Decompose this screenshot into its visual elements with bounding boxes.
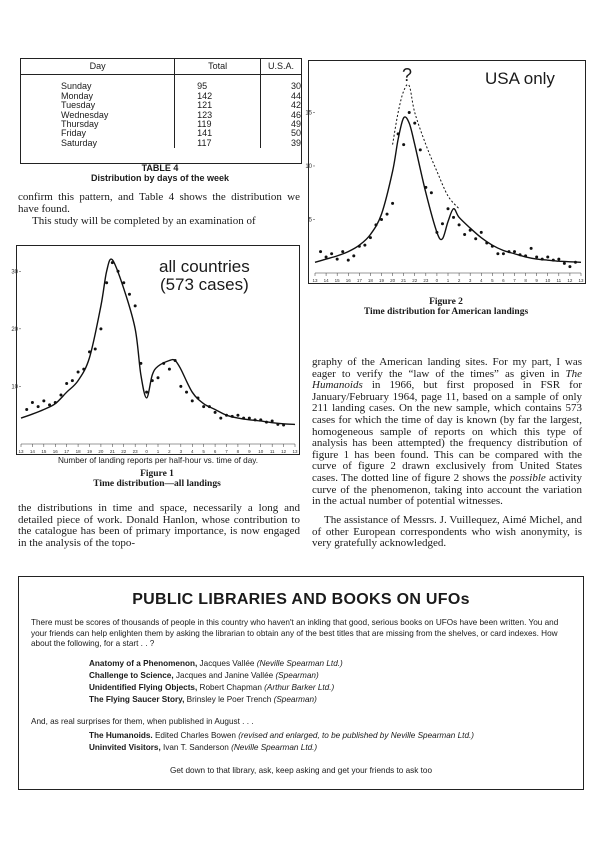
book-title: Unidentified Flying Objects, (89, 683, 198, 692)
data-point (402, 143, 405, 146)
data-point (447, 207, 450, 210)
x-tick-label: 19 (378, 278, 385, 283)
data-point (474, 237, 477, 240)
paragraph-law-of-times (312, 357, 582, 508)
humanoids-title: The Humanoids (312, 367, 582, 392)
figure-1-caption-sub: Time distribution—all landings (93, 479, 221, 489)
x-tick-label: 5 (491, 278, 494, 283)
x-tick-label: 0 (435, 278, 439, 283)
data-point (319, 250, 322, 253)
x-tick-label: 23 (132, 449, 138, 454)
book-author: Edited Charles Bowen (152, 731, 239, 740)
data-point (65, 382, 68, 385)
x-tick-label: 2 (457, 278, 461, 283)
data-point (208, 405, 211, 408)
data-point (419, 148, 422, 151)
data-point (42, 399, 45, 402)
data-point (59, 394, 62, 397)
data-point (502, 252, 505, 255)
data-point (191, 399, 194, 402)
table-cell: 46 (290, 109, 301, 120)
paragraph-confirm: confirm this pattern, and Table 4 shows the distribution we have found. (18, 191, 300, 215)
data-point (552, 259, 555, 262)
data-point (265, 421, 268, 424)
book-title: Challenge to Science, (89, 671, 174, 680)
x-tick-label: 7 (513, 278, 516, 283)
book-item (89, 659, 343, 668)
data-point (236, 414, 239, 417)
figure-1-label (159, 258, 250, 294)
book-publisher: (Spearman) (273, 695, 317, 704)
table-cell: Saturday (21, 139, 175, 148)
data-point (111, 261, 114, 264)
library-title: PUBLIC LIBRARIES AND BOOKS ON UFOs (132, 591, 470, 608)
x-tick-label: 8 (236, 449, 240, 454)
data-point (363, 244, 366, 247)
book-author: Ivan T. Sanderson (160, 743, 232, 752)
x-tick-label: 16 (52, 449, 58, 454)
para-text-a: graphy of the American landing sites. For my part, I was eager to verify the “law of the times” as given in (312, 356, 582, 380)
book-item (89, 671, 319, 680)
book-title: The Flying Saucer Story, (89, 695, 185, 704)
data-point (480, 231, 483, 234)
data-point (347, 259, 350, 262)
x-tick-label: 8 (524, 278, 527, 283)
table-cell: Thursday (21, 120, 175, 129)
table-cell: 49 (290, 119, 301, 130)
x-tick-label: 11 (556, 278, 562, 283)
data-point (563, 262, 566, 265)
data-point (248, 417, 251, 420)
x-tick-label: 15 (41, 449, 47, 454)
table-header-day: Day (21, 59, 175, 75)
x-tick-label: 2 (168, 449, 171, 454)
data-point (94, 348, 97, 351)
table-cell: 50 (290, 128, 301, 139)
data-point (105, 281, 108, 284)
data-point (202, 405, 205, 408)
y-tick-label: 15 (305, 110, 312, 117)
x-tick-label: 10 (545, 278, 551, 283)
x-tick-label: 3 (179, 449, 183, 454)
data-point (513, 250, 516, 253)
x-tick-label: 14 (323, 278, 329, 283)
data-point (413, 122, 416, 125)
data-point (358, 245, 361, 248)
x-tick-label: 13 (578, 278, 584, 283)
data-point (485, 242, 488, 245)
data-point (524, 254, 527, 257)
figure-1-xlabel: Number of landing reports per half-hour vs. time of day. (57, 456, 259, 465)
upcoming-book-item (89, 743, 317, 752)
table-cell: Tuesday (21, 101, 175, 110)
data-point (151, 379, 154, 382)
x-tick-label: 18 (75, 449, 81, 454)
book-author: Jacques Vallée (197, 659, 257, 668)
data-point (168, 368, 171, 371)
data-point (441, 222, 444, 225)
day-distribution-table (21, 59, 301, 148)
table-cell: 42 (290, 100, 301, 111)
data-point (196, 396, 199, 399)
data-point (99, 327, 102, 330)
x-tick-label: 11 (269, 449, 275, 454)
table-cell: Wednesday (21, 111, 175, 120)
data-point (330, 252, 333, 255)
table-cell: 121 (175, 101, 261, 110)
table-cell: 44 (290, 90, 301, 101)
data-point (374, 223, 377, 226)
x-tick-label: 13 (312, 278, 318, 283)
data-point (71, 379, 74, 382)
table-cell: 95 (175, 75, 261, 92)
book-item (89, 683, 334, 692)
x-tick-label: 12 (567, 278, 573, 283)
series-line (315, 117, 581, 262)
x-tick-label: 21 (109, 449, 115, 454)
y-tick-label: 5 (308, 217, 312, 224)
table-header-total: Total (175, 59, 261, 75)
data-point (122, 281, 125, 284)
data-point (424, 186, 427, 189)
series-line (21, 259, 295, 424)
book-publisher: (Neville Spearman Ltd.) (231, 743, 318, 752)
data-point (557, 258, 560, 261)
data-point (225, 414, 228, 417)
book-publisher: (revised and enlarged, to be published by Neville Spearman Ltd.) (238, 731, 475, 740)
data-point (174, 359, 177, 362)
data-point (77, 371, 80, 374)
data-point (31, 401, 34, 404)
surprise-line: And, as real surprises for them, when published in August . . . (31, 717, 254, 726)
x-tick-label: 12 (281, 449, 287, 454)
x-tick-label: 14 (29, 449, 35, 454)
data-point (507, 250, 510, 253)
paragraph-study: This study will be completed by an examination of (32, 215, 256, 227)
x-tick-label: 20 (98, 449, 104, 454)
data-point (282, 424, 285, 427)
data-point (386, 213, 389, 216)
data-point (145, 391, 148, 394)
data-point (530, 247, 533, 250)
x-tick-label: 3 (468, 278, 472, 283)
data-point (463, 233, 466, 236)
table-cell: 142 (175, 92, 261, 101)
data-point (139, 362, 142, 365)
table-row (21, 75, 301, 92)
x-tick-label: 6 (502, 278, 505, 283)
x-tick-label: 21 (401, 278, 407, 283)
x-tick-label: 19 (86, 449, 93, 454)
x-tick-label: 17 (64, 449, 70, 454)
x-tick-label: 13 (292, 449, 298, 454)
data-point (117, 270, 120, 273)
x-tick-label: 7 (225, 449, 228, 454)
closing-line: Get down to that library, ask, keep asking and get your friends to ask too (170, 766, 432, 775)
table-cell: Monday (21, 92, 175, 101)
x-tick-label: 22 (121, 449, 127, 454)
data-point (336, 258, 339, 261)
data-point (259, 418, 262, 421)
x-tick-label: 1 (446, 278, 450, 283)
x-tick-label: 23 (423, 278, 429, 283)
book-author: Robert Chapman (197, 683, 265, 692)
x-tick-label: 6 (213, 449, 217, 454)
x-tick-label: 9 (535, 278, 538, 283)
data-point (430, 191, 433, 194)
y-tick-label: 10 (11, 384, 18, 391)
data-point (452, 216, 455, 219)
book-publisher: (Arthur Barker Ltd.) (264, 683, 335, 692)
paragraph-acknowledgement: The assistance of Messrs. J. Vuillequez, Aimé Michel, and of other European correspondents who wish anonymity, is very gratefully acknowledged. (312, 514, 582, 550)
figure-2-label: USA only (485, 69, 555, 88)
book-title: Anatomy of a Phenomenon, (89, 659, 198, 668)
x-tick-label: 16 (345, 278, 351, 283)
data-point (162, 362, 165, 365)
book-author: Brinsley le Poer Trench (184, 695, 274, 704)
x-tick-label: 1 (156, 449, 160, 454)
data-point (276, 423, 279, 426)
x-tick-label: 4 (479, 278, 483, 283)
book-title: Uninvited Visitors, (89, 743, 161, 752)
data-point (25, 408, 28, 411)
library-box (18, 576, 584, 790)
data-point (352, 254, 355, 257)
data-point (325, 255, 328, 258)
book-item (89, 695, 317, 704)
data-point (519, 253, 522, 256)
table-cell: Sunday (21, 75, 175, 92)
x-tick-label: 4 (190, 449, 194, 454)
data-point (496, 252, 499, 255)
data-point (435, 231, 438, 234)
table-row (21, 139, 301, 148)
x-tick-label: 5 (202, 449, 205, 454)
data-point (271, 419, 274, 422)
data-point (546, 255, 549, 258)
figure-1-chart (11, 246, 299, 454)
data-point (48, 403, 51, 406)
book-title: The Humanoids. (89, 731, 153, 740)
data-point (82, 368, 85, 371)
table-cell: 123 (175, 111, 261, 120)
x-tick-label: 22 (412, 278, 418, 283)
data-point (157, 376, 160, 379)
data-point (469, 229, 472, 232)
data-point (128, 293, 131, 296)
data-point (37, 405, 40, 408)
para-text-c: activity curve of the phenomenon, taking into account the variation in the actual number of potential witnesses. (312, 471, 582, 508)
book-author: Jacques and Janine Vallée (173, 671, 276, 680)
paragraph-distributions: the distributions in time and space, necessarily a long and detailed piece of work. Donald Hanlon, whose contribution to the catalogue has been of primary importance, is now engaged in the analysis of the topo- (18, 502, 300, 549)
data-point (491, 245, 494, 248)
x-tick-label: 15 (334, 278, 340, 283)
data-point (397, 132, 400, 135)
x-tick-label: 0 (145, 449, 148, 454)
possible-italic: possible (509, 471, 546, 484)
book-publisher: (Neville Spearman Ltd.) (256, 659, 343, 668)
data-point (541, 258, 544, 261)
data-point (535, 255, 538, 258)
data-point (391, 202, 394, 205)
y-tick-label: 20 (11, 326, 18, 333)
data-point (134, 304, 137, 307)
data-point (341, 250, 344, 253)
x-tick-label: 9 (248, 449, 251, 454)
x-tick-label: 18 (367, 278, 373, 283)
table-cell: 141 (175, 129, 261, 138)
figure-1-box (11, 245, 300, 465)
table-cell: 119 (175, 120, 261, 129)
upcoming-book-item (89, 731, 474, 740)
table-cell: 39 (290, 137, 301, 148)
para-text-b: in 1966, but first proposed in FSR for January/February 1964, page 11, based on a sample of only 211 landing cases. On the new sample, which contains 573 cases for which the time of day is known (by far the largest, homogeneous sample of reports on which this type of analysis has been attempted) the frequency distribution of figure 1 has been found. This can be compared with the curve of figure 2 drawn exclusively from United States cases. The dotted line of figure 2 shows the (312, 379, 582, 484)
data-point (254, 418, 257, 421)
table-cell: Friday (21, 129, 175, 138)
table-header-usa: U.S.A. (260, 59, 301, 75)
data-point (408, 111, 411, 114)
figure-2-box (305, 60, 586, 284)
table-caption-sub: Distribution by days of the week (90, 173, 230, 183)
x-tick-label: 10 (258, 449, 264, 454)
table-4 (20, 58, 302, 164)
data-point (54, 401, 57, 404)
x-tick-label: 20 (390, 278, 396, 283)
data-point (458, 223, 461, 226)
table-body (21, 75, 301, 148)
library-intro: There must be scores of thousands of people in this country who haven't an inkling that good, serious books on UFOs have been written. You and your friends can help enlighten them by asking the librarian to obtain any of the best titles that are missing from the shelves, or card indexes. How about the following, for a start . . ? (31, 618, 559, 648)
x-tick-label: 13 (18, 449, 24, 454)
figure-2-caption-title: Figure 2 (429, 297, 463, 307)
y-tick-label: 10 (305, 163, 312, 170)
figure-1-caption-title: Figure 1 (140, 469, 174, 479)
data-point (380, 218, 383, 221)
figure-2-chart (305, 61, 585, 283)
data-point (568, 265, 571, 268)
figure-2-caption-sub: Time distribution for American landings (363, 307, 529, 317)
figure-2-question-mark: ? (402, 65, 413, 85)
book-publisher: (Spearman) (275, 671, 319, 680)
data-point (369, 236, 372, 239)
data-point (185, 391, 188, 394)
table-cell: 117 (175, 139, 261, 148)
data-point (88, 350, 91, 353)
figure-1-label-line2: (573 cases) (159, 275, 249, 294)
x-tick-label: 17 (356, 278, 362, 283)
data-point (219, 417, 222, 420)
data-point (179, 385, 182, 388)
data-point (231, 415, 234, 418)
data-point (242, 417, 245, 420)
data-point (214, 411, 217, 414)
table-cell: 30 (290, 81, 301, 92)
figure-1-label-line1: all countries (159, 257, 250, 276)
data-point (574, 261, 577, 264)
table-caption-title: TABLE 4 (141, 163, 179, 173)
y-tick-label: 30 (11, 269, 18, 276)
